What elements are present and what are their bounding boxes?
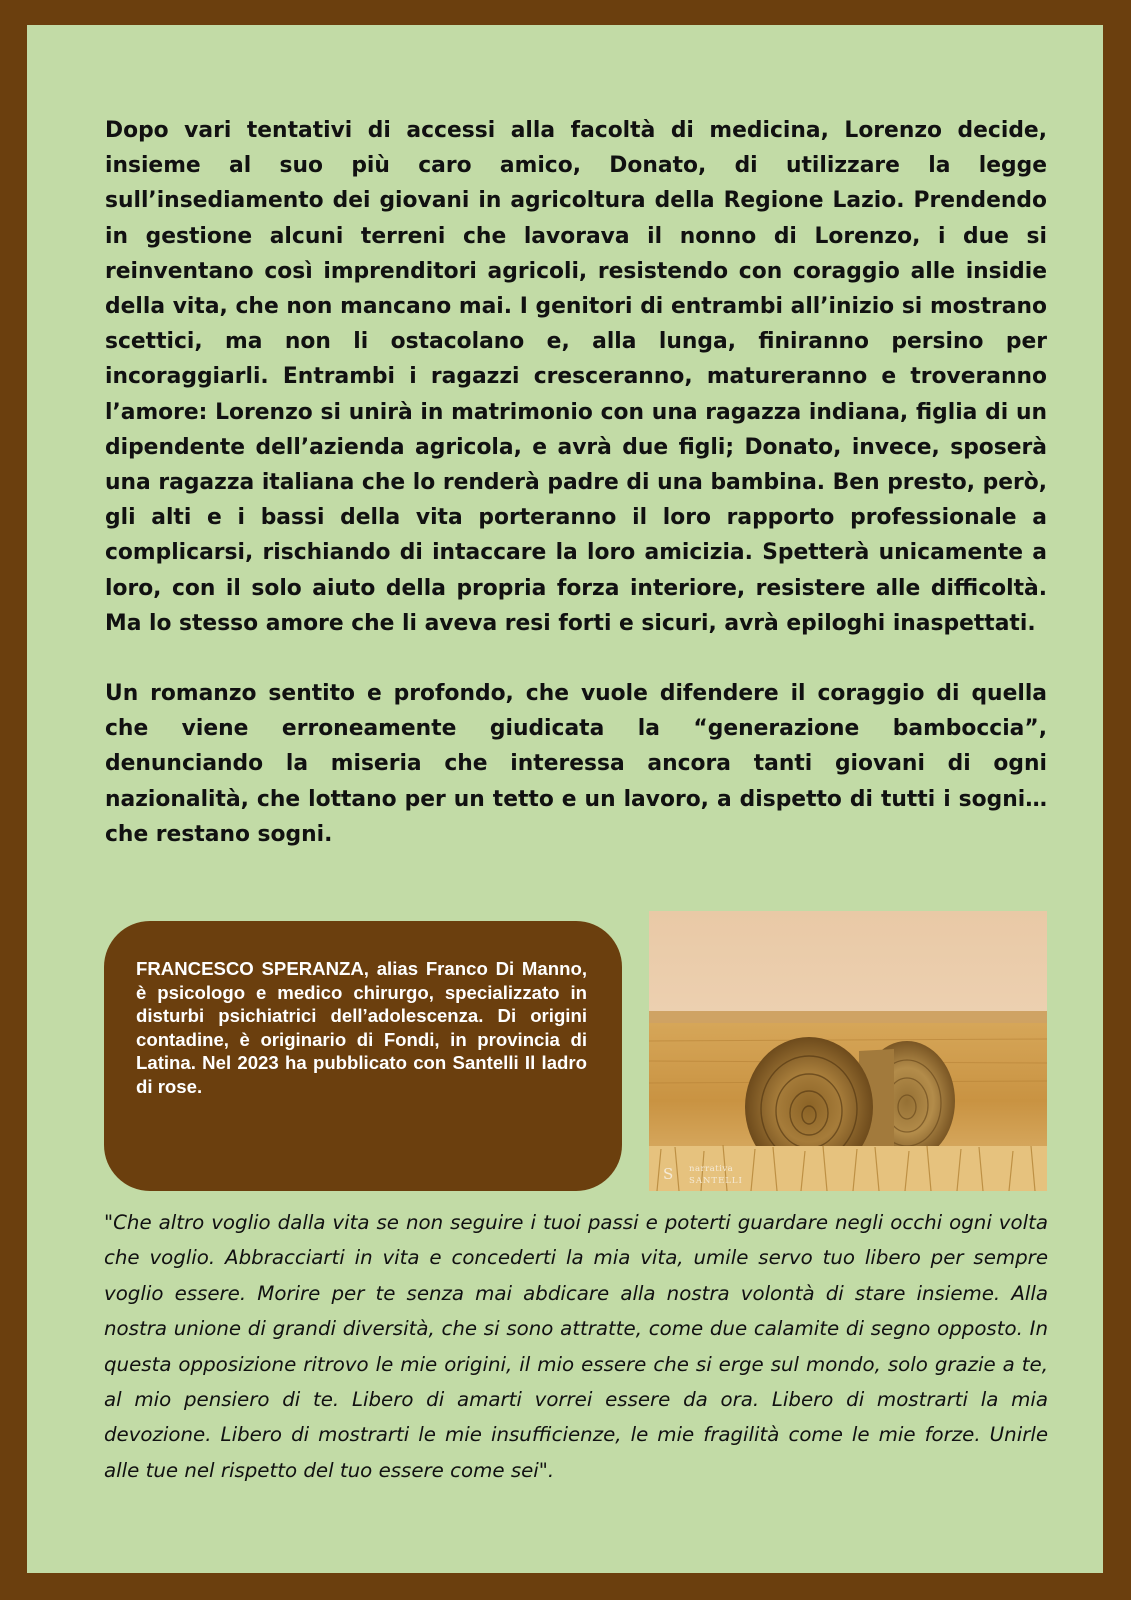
publisher-name: SANTELLI bbox=[689, 1176, 743, 1186]
publisher-logo-mark: S bbox=[663, 1165, 674, 1183]
synopsis bbox=[105, 113, 1047, 852]
book-excerpt-quote: "Che altro voglio dalla vita se non seguire i tuoi passi e poterti guardare negli occhi ogni volta che voglio. Abbracciarti in vita e concederti la mia vita, umile servo tuo libero per sempre voglio essere. Morire per te senza mai abdicare alla nostra volontà di stare insieme. Alla nostra unione di grandi diversità, che si sono attratte, come due calamite di segno opposto. In questa opposizione ritrovo le mie origini, il mio essere che si erge sul mondo, solo grazie a te, al mio pensiero di te. Libero di amarti vorrei essere da ora. Libero di mostrarti la mia devozione. Libero di mostrarti le mie insufficienze, le mie fragilità come le mie forze. Unirle alle tue nel rispetto del tuo essere come sei". bbox=[104, 1211, 1048, 1482]
series-name: narrativa bbox=[689, 1164, 734, 1174]
back-cover-page bbox=[27, 25, 1103, 1573]
publisher-label bbox=[649, 1157, 769, 1191]
hay-bales-illustration bbox=[649, 911, 1047, 1191]
synopsis-paragraph-review: Un romanzo sentito e profondo, che vuole difendere il coraggio di quella che viene erroneamente giudicata la “generazione bamboccia”, denunciando la miseria che interessa ancora tanti giovani di ogni nazionalità, che lottano per un tetto e un lavoro, a dispetto di tutti i sogni… che restano sogni. bbox=[105, 681, 1047, 847]
book-cover-image bbox=[649, 911, 1047, 1191]
author-bio: FRANCESCO SPERANZA, alias Franco Di Manno, è psicologo e medico chirurgo, specializzato in disturbi psichiatrici dell’adolescenza. Di origini contadine, è originario di Fondi, in provincia di Latina. Nel 2023 ha pubblicato con Santelli Il ladro di rose. bbox=[136, 958, 587, 1097]
author-bio-box bbox=[104, 921, 622, 1191]
synopsis-paragraph-plot: Dopo vari tentativi di accessi alla facoltà di medicina, Lorenzo decide, insieme al suo più caro amico, Donato, di utilizzare la legge sull’insediamento dei giovani in agricoltura della Regione Lazio. Prendendo in gestione alcuni terreni che lavorava il nonno di Lorenzo, i due si reinventano così imprenditori agricoli, resistendo con coraggio alle insidie della vita, che non mancano mai. I genitori di entrambi all’inizio si mostrano scettici, ma non li ostacolano e, alla lunga, finiranno persino per incoraggiarli. Entrambi i ragazzi cresceranno, matureranno e troveranno l’amore: Lorenzo si unirà in matrimonio con una ragazza indiana, figlia di un dipendente dell’azienda agricola, e avrà due figli; Donato, invece, sposerà una ragazza italiana che lo renderà padre di una bambina. Ben presto, però, gli alti e i bassi della vita porteranno il loro rapporto professionale a complicarsi, rischiando di intaccare la loro amicizia. Spetterà unicamente a loro, con il solo aiuto della propria forza interiore, resistere alle difficoltà. Ma lo stesso amore che li aveva resi forti e sicuri, avrà epiloghi inaspettati. bbox=[105, 118, 1047, 636]
